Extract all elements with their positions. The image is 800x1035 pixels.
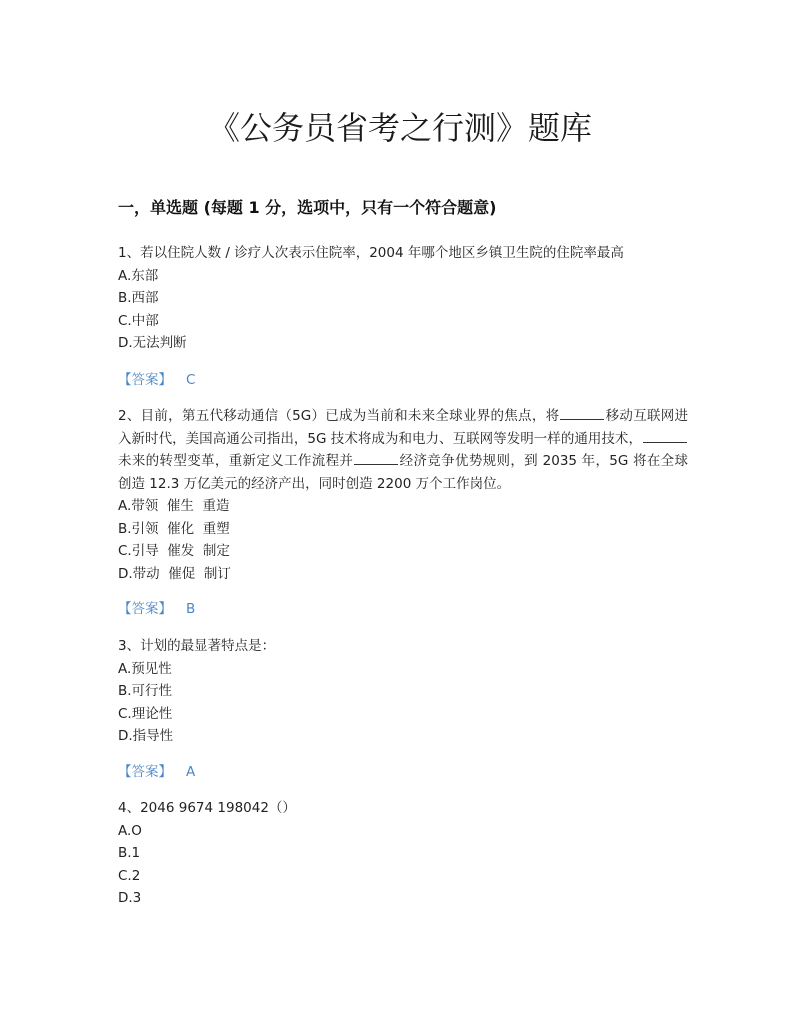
option-a: A.预见性 — [118, 660, 172, 677]
answer-label: 【答案】 — [118, 601, 172, 617]
option-c: C.理论性 — [118, 705, 173, 722]
answer-value: C — [186, 372, 196, 388]
stem-part: 2、目前，第五代移动通信（5G）已成为当前和未来全球业界的焦点，将 — [118, 408, 560, 424]
fill-blank — [560, 405, 604, 420]
answer-label: 【答案】 — [118, 764, 172, 780]
option-d: D.无法判断 — [118, 335, 187, 351]
option-b: B.可行性 — [118, 683, 173, 699]
question-2 — [118, 405, 688, 585]
fill-blank — [643, 428, 687, 443]
option-a: A.带领 催生 重造 — [118, 498, 230, 514]
question-stem: 3、计划的最显著特点是： — [118, 638, 276, 654]
option-b: B.引领 催化 重塑 — [118, 520, 230, 537]
stem-part: 经济竞争优势规则，到 2035 年，5G 将在全球创造 12.3 万亿美元的经济产出，同时创造 2200 万个工作岗位。 — [118, 453, 689, 492]
option-d: D.指导性 — [118, 728, 174, 744]
answer-value: B — [186, 601, 196, 617]
stem-part: 未来的转型变革，重新定义工作流程并 — [118, 453, 354, 469]
option-a: A.O — [118, 822, 142, 839]
answer-label: 【答案】 — [118, 372, 172, 388]
option-d: D.带动 催促 制订 — [118, 565, 231, 582]
option-a: A.东部 — [118, 267, 159, 284]
answer-value: A — [186, 764, 196, 780]
answer-1 — [118, 369, 195, 391]
option-d: D.3 — [118, 890, 142, 906]
question-stem: 1、若以住院人数 / 诊疗人次表示住院率，2004 年哪个地区乡镇卫生院的住院率最高 — [118, 245, 624, 261]
fill-blank — [354, 450, 398, 465]
stem-part: 移动互联网进入新时代，美国高通公司指出，5G 技术将成为和电力、互联网等发明一样的通用技术， — [118, 408, 689, 447]
option-c: C.2 — [118, 867, 141, 884]
option-b: B.西部 — [118, 290, 159, 306]
option-c: C.中部 — [118, 312, 159, 329]
question-3 — [118, 635, 688, 748]
section-heading: 一，单选题 (每题 1 分，选项中，只有一个符合题意) — [118, 198, 497, 217]
question-stem — [118, 405, 688, 495]
answer-3 — [118, 761, 195, 783]
question-1 — [118, 242, 688, 355]
option-c: C.引导 催发 制定 — [118, 543, 230, 559]
document-title: 《公务员省考之行测》题库 — [207, 109, 592, 147]
answer-2 — [118, 598, 195, 620]
question-stem: 4、2046 9674 198042（） — [118, 800, 296, 816]
option-b: B.1 — [118, 845, 141, 861]
question-4 — [118, 797, 688, 910]
